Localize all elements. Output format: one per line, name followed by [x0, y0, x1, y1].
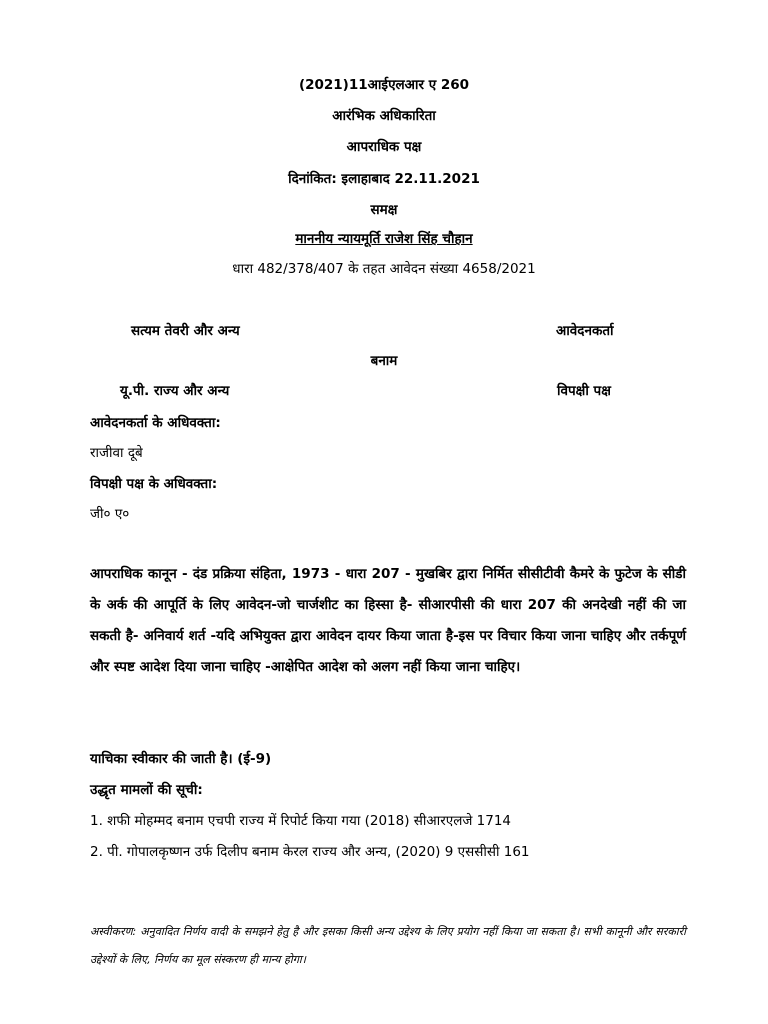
applicant-party: सत्यम तेवरी और अन्य	[131, 323, 240, 339]
applicant-role: आवेदनकर्ता	[556, 323, 614, 339]
jurisdiction: आरंभिक अधिकारिता	[332, 108, 436, 124]
judge-name: माननीय न्यायमूर्ति राजेश सिंह चौहान	[295, 231, 473, 247]
opposite-counsel-label: विपक्षी पक्ष के अधिवक्ता:	[90, 476, 218, 492]
result-line: याचिका स्वीकार की जाती है। (ई-9)	[90, 751, 272, 767]
headnote-paragraph: आपराधिक कानून - दंड प्रक्रिया संहिता, 1973 - धारा 207 - मुखबिर द्वारा निर्मित सीसीटीवी कैमरे के फुटेज के सीडी के अर्क की आपूर्ति के लिए आवेदन-जो चार्जशीट का हिस्सा है- सीआरपीसी की धारा 207 की अनदेखी नहीं की जा सकती है- अनिवार्य शर्त -यदि अभियुक्त द्वारा आवेदन दायर किया जाता है-इस पर विचार किया जाना चाहिए और तर्कपूर्ण और स्पष्ट आदेश दिया जाना चाहिए -आक्षेपित आदेश को अलग नहीं किया जाना चाहिए।	[90, 566, 686, 675]
applicant-counsel-name: राजीवा दूबे	[90, 445, 143, 461]
side: आपराधिक पक्ष	[346, 139, 422, 155]
opposite-role: विपक्षी पक्ष	[557, 383, 611, 399]
cases-heading: उद्धृत मामलों की सूची:	[90, 782, 203, 798]
applicant-counsel-label: आवेदनकर्ता के अधिवक्ता:	[90, 415, 221, 431]
application-number: धारा 482/378/407 के तहत आवेदन संख्या 4658/2021	[232, 261, 536, 277]
disclaimer: अस्वीकरण: अनुवादित निर्णय वादी के समझने हेतु है और इसका किसी अन्य उद्देश्य के लिए प्रयोग नहीं किया जा सकता है। सभी कानूनी और सरकारी उद्देश्यों के लिए, निर्णय का मूल संस्करण ही मान्य होगा।	[90, 925, 686, 966]
before-label: समक्ष	[370, 202, 398, 218]
versus-label: बनाम	[370, 353, 398, 369]
opposite-party: यू.पी. राज्य और अन्य	[120, 383, 230, 399]
case-item: 1. शफी मोहम्मद बनाम एचपी राज्य में रिपोर्ट किया गया (2018) सीआरएलजे 1714	[90, 813, 512, 829]
citation: (2021)11आईएलआर ए 260	[298, 77, 470, 93]
case-item: 2. पी. गोपालकृष्णन उर्फ दिलीप बनाम केरल राज्य और अन्य, (2020) 9 एससीसी 161	[90, 844, 530, 860]
date-line: दिनांकित: इलाहाबाद 22.11.2021	[288, 171, 480, 187]
opposite-counsel-name: जी० ए०	[90, 506, 130, 522]
